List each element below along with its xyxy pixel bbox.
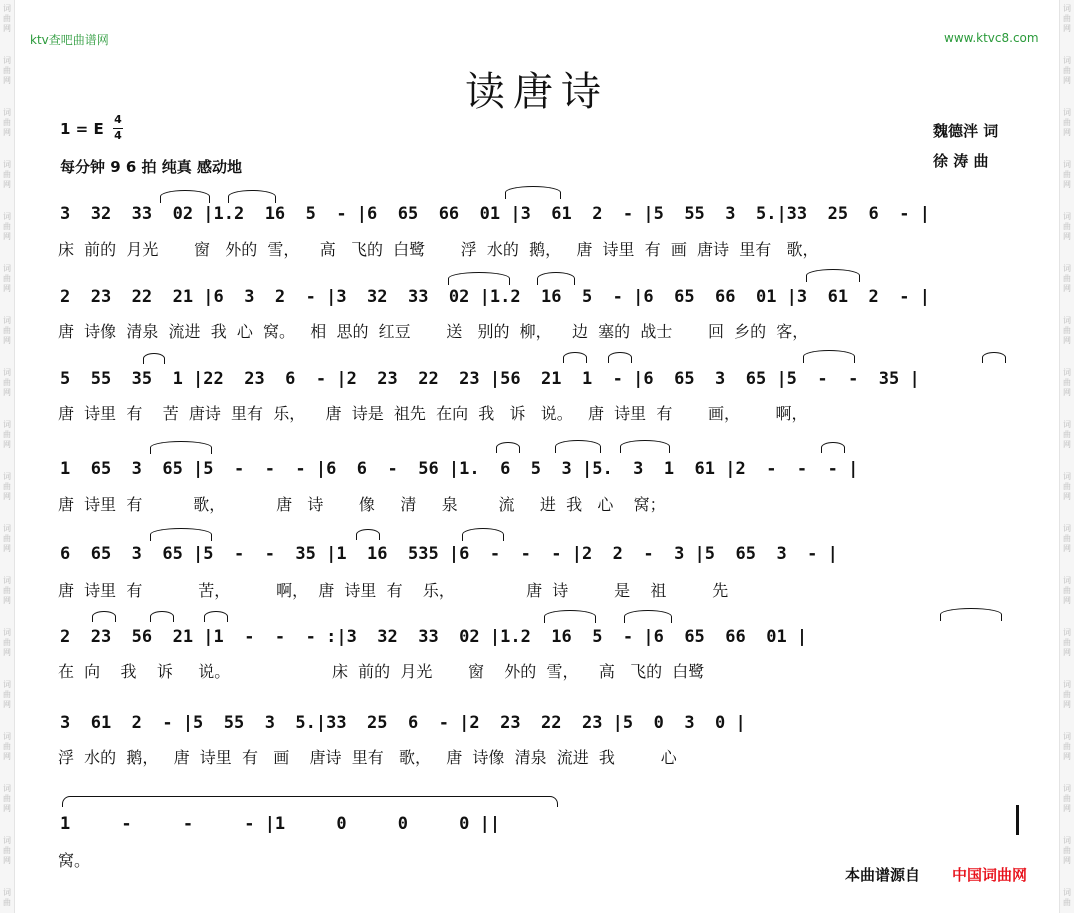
slur-mark	[204, 611, 228, 622]
right-watermark-strip	[1059, 0, 1074, 913]
system-8-lyrics: 窝。	[58, 851, 91, 870]
system-2-notes: 2 23 22 21 |6 3 2 - |3 32 33 02 |1.2 16 5 - |6 65 66 01 |3 61 2 - |	[60, 287, 930, 307]
watermark-glyph: 曲	[1063, 14, 1071, 23]
watermark-glyph: 网	[3, 336, 11, 345]
slur-mark	[806, 269, 860, 282]
tempo-marking: 每分钟 9 6 拍 纯真 感动地	[60, 158, 242, 176]
slur-mark	[160, 190, 210, 203]
watermark-glyph: 词	[1063, 576, 1071, 585]
watermark-glyph: 词	[3, 784, 11, 793]
watermark-glyph: 网	[1063, 544, 1071, 553]
watermark-glyph: 网	[3, 700, 11, 709]
watermark-glyph: 词	[3, 160, 11, 169]
watermark-glyph: 词	[1063, 628, 1071, 637]
watermark-glyph: 曲	[3, 66, 11, 75]
final-barline	[1016, 805, 1019, 835]
watermark-glyph: 曲	[1063, 274, 1071, 283]
watermark-glyph: 曲	[1063, 430, 1071, 439]
watermark-glyph: 曲	[3, 14, 11, 23]
system-1-lyrics: 床 前的 月光 窗 外的 雪， 高 飞的 白鹭 浮 水的 鹅， 唐 诗里 有 画 唐诗 里有 歌，	[58, 240, 819, 259]
watermark-glyph: 曲	[1063, 66, 1071, 75]
watermark-glyph: 曲	[1063, 170, 1071, 179]
watermark-glyph: 词	[1063, 108, 1071, 117]
system-2-lyrics: 唐 诗像 清泉 流进 我 心 窝。 相 思的 红豆 送 别的 柳， 边 塞的 战士 回 乡的 客，	[58, 322, 809, 341]
watermark-glyph: 网	[1063, 596, 1071, 605]
source-label-left: ktv查吧曲谱网	[30, 33, 109, 47]
watermark-glyph: 词	[3, 4, 11, 13]
watermark-glyph: 网	[3, 284, 11, 293]
source-label-right: www.ktvc8.com	[944, 31, 1039, 45]
watermark-glyph: 词	[1063, 212, 1071, 221]
slur-mark	[608, 352, 632, 363]
watermark-glyph: 网	[1063, 284, 1071, 293]
key-signature: 1 = E	[60, 120, 104, 138]
watermark-glyph: 曲	[1063, 898, 1071, 907]
watermark-glyph: 网	[3, 388, 11, 397]
time-denominator: 4	[114, 129, 122, 142]
watermark-glyph: 词	[1063, 888, 1071, 897]
system-5-lyrics: 唐 诗里 有 苦， 啊， 唐 诗里 有 乐， 唐 诗 是 祖 先	[58, 581, 729, 600]
slur-mark	[803, 350, 855, 363]
watermark-glyph: 网	[3, 492, 11, 501]
watermark-glyph: 词	[3, 836, 11, 845]
watermark-glyph: 网	[3, 596, 11, 605]
watermark-glyph: 曲	[1063, 482, 1071, 491]
watermark-glyph: 曲	[3, 898, 11, 907]
system-4-lyrics: 唐 诗里 有 歌， 唐 诗 像 清 泉 流 进 我 心 窝；	[58, 495, 666, 514]
slur-mark	[92, 611, 116, 622]
slur-mark	[143, 353, 165, 364]
footer-source-label: 本曲谱源自	[845, 866, 921, 884]
watermark-glyph: 曲	[3, 794, 11, 803]
watermark-glyph: 网	[3, 128, 11, 137]
watermark-glyph: 网	[3, 804, 11, 813]
watermark-glyph: 网	[3, 752, 11, 761]
watermark-glyph: 词	[1063, 680, 1071, 689]
system-6-lyrics: 在 向 我 诉 说。 床 前的 月光 窗 外的 雪， 高 飞的 白鹭	[58, 662, 705, 681]
long-tie-mark	[62, 796, 558, 807]
system-4-notes: 1 65 3 65 |5 - - - |6 6 - 56 |1. 6 5 3 |5. 3 1 61 |2 - - - |	[60, 459, 859, 479]
watermark-glyph: 词	[1063, 472, 1071, 481]
slur-mark	[982, 352, 1006, 363]
watermark-glyph: 曲	[3, 170, 11, 179]
watermark-glyph: 曲	[3, 430, 11, 439]
watermark-glyph: 曲	[1063, 638, 1071, 647]
watermark-glyph: 曲	[3, 586, 11, 595]
system-7-lyrics: 浮 水的 鹅， 唐 诗里 有 画 唐诗 里有 歌， 唐 诗像 清泉 流进 我 心	[58, 748, 677, 767]
system-1-notes: 3 32 33 02 |1.2 16 5 - |6 65 66 01 |3 61 2 - |5 55 3 5.|33 25 6 - |	[60, 204, 930, 224]
system-8-notes: 1 - - - |1 0 0 0 ||	[60, 814, 501, 834]
slur-mark	[496, 442, 520, 453]
watermark-glyph: 词	[3, 576, 11, 585]
watermark-glyph: 网	[1063, 804, 1071, 813]
slur-mark	[620, 440, 670, 453]
system-3-notes: 5 55 35 1 |22 23 6 - |2 23 22 23 |56 21 1 - |6 65 3 65 |5 - - 35 |	[60, 369, 920, 389]
watermark-glyph: 网	[3, 544, 11, 553]
watermark-glyph: 网	[3, 24, 11, 33]
watermark-glyph: 词	[3, 420, 11, 429]
slur-mark	[624, 610, 672, 623]
slur-mark	[356, 529, 380, 540]
watermark-glyph: 词	[1063, 316, 1071, 325]
watermark-glyph: 网	[3, 232, 11, 241]
watermark-glyph: 网	[1063, 856, 1071, 865]
watermark-glyph: 词	[3, 108, 11, 117]
watermark-glyph: 网	[3, 648, 11, 657]
watermark-glyph: 词	[1063, 4, 1071, 13]
watermark-glyph: 网	[1063, 336, 1071, 345]
system-3-lyrics: 唐 诗里 有 苦 唐诗 里有 乐， 唐 诗是 祖先 在向 我 诉 说。 唐 诗里 有 画， 啊，	[58, 404, 808, 423]
watermark-glyph: 网	[1063, 128, 1071, 137]
slur-mark	[563, 352, 587, 363]
watermark-glyph: 曲	[3, 742, 11, 751]
watermark-glyph: 网	[1063, 24, 1071, 33]
song-title: 读唐诗	[465, 69, 609, 115]
system-7-notes: 3 61 2 - |5 55 3 5.|33 25 6 - |2 23 22 23 |5 0 3 0 |	[60, 713, 746, 733]
watermark-glyph: 曲	[3, 274, 11, 283]
watermark-glyph: 曲	[1063, 742, 1071, 751]
slur-mark	[544, 610, 596, 623]
system-5-notes: 6 65 3 65 |5 - - 35 |1 16 535 |6 - - - |2 2 - 3 |5 65 3 - |	[60, 544, 838, 564]
watermark-glyph: 网	[1063, 752, 1071, 761]
watermark-glyph: 曲	[3, 326, 11, 335]
watermark-glyph: 词	[3, 212, 11, 221]
composer-credit: 徐 涛 曲	[933, 152, 989, 170]
slur-mark	[150, 441, 212, 454]
watermark-glyph: 曲	[1063, 222, 1071, 231]
watermark-glyph: 词	[1063, 160, 1071, 169]
watermark-glyph: 词	[1063, 836, 1071, 845]
watermark-glyph: 曲	[3, 378, 11, 387]
watermark-glyph: 曲	[3, 690, 11, 699]
watermark-glyph: 词	[1063, 420, 1071, 429]
watermark-glyph: 词	[3, 264, 11, 273]
watermark-glyph: 曲	[3, 534, 11, 543]
slur-mark	[150, 611, 174, 622]
watermark-glyph: 曲	[3, 118, 11, 127]
watermark-glyph: 网	[1063, 648, 1071, 657]
watermark-glyph: 词	[1063, 368, 1071, 377]
watermark-glyph: 词	[1063, 264, 1071, 273]
time-numerator: 4	[114, 113, 122, 126]
watermark-glyph: 网	[3, 76, 11, 85]
watermark-glyph: 曲	[1063, 690, 1071, 699]
slur-mark	[821, 442, 845, 453]
watermark-glyph: 曲	[1063, 586, 1071, 595]
slur-mark	[228, 190, 276, 203]
watermark-glyph: 网	[1063, 388, 1071, 397]
watermark-glyph: 曲	[3, 222, 11, 231]
slur-mark	[150, 528, 212, 541]
system-6-notes: 2 23 56 21 |1 - - - :|3 32 33 02 |1.2 16 5 - |6 65 66 01 |	[60, 627, 808, 647]
watermark-glyph: 网	[3, 856, 11, 865]
watermark-glyph: 曲	[1063, 118, 1071, 127]
slur-mark	[448, 272, 510, 285]
watermark-glyph: 词	[1063, 784, 1071, 793]
watermark-glyph: 网	[1063, 492, 1071, 501]
slur-mark	[505, 186, 561, 199]
watermark-glyph: 词	[3, 316, 11, 325]
lyricist-credit: 魏德泮 词	[933, 122, 999, 140]
watermark-glyph: 网	[1063, 180, 1071, 189]
watermark-glyph: 网	[1063, 76, 1071, 85]
watermark-glyph: 词	[3, 368, 11, 377]
slur-mark	[555, 440, 601, 453]
watermark-glyph: 曲	[1063, 378, 1071, 387]
slur-mark	[462, 528, 504, 541]
watermark-glyph: 曲	[3, 846, 11, 855]
watermark-glyph: 网	[1063, 700, 1071, 709]
watermark-glyph: 词	[3, 888, 11, 897]
watermark-glyph: 词	[1063, 732, 1071, 741]
left-watermark-strip	[0, 0, 15, 913]
watermark-glyph: 网	[3, 180, 11, 189]
watermark-glyph: 词	[1063, 524, 1071, 533]
watermark-glyph: 曲	[1063, 326, 1071, 335]
watermark-glyph: 曲	[3, 638, 11, 647]
watermark-glyph: 词	[3, 56, 11, 65]
watermark-glyph: 词	[3, 628, 11, 637]
watermark-glyph: 网	[1063, 232, 1071, 241]
watermark-glyph: 词	[3, 680, 11, 689]
watermark-glyph: 曲	[3, 482, 11, 491]
watermark-glyph: 词	[3, 732, 11, 741]
watermark-glyph: 曲	[1063, 794, 1071, 803]
slur-mark	[940, 608, 1002, 621]
watermark-glyph: 曲	[1063, 534, 1071, 543]
watermark-glyph: 网	[3, 440, 11, 449]
watermark-glyph: 词	[1063, 56, 1071, 65]
footer-site-link[interactable]: 中国词曲网	[952, 866, 1028, 884]
watermark-glyph: 曲	[1063, 846, 1071, 855]
watermark-glyph: 词	[3, 524, 11, 533]
watermark-glyph: 网	[1063, 440, 1071, 449]
slur-mark	[537, 272, 575, 285]
watermark-glyph: 词	[3, 472, 11, 481]
